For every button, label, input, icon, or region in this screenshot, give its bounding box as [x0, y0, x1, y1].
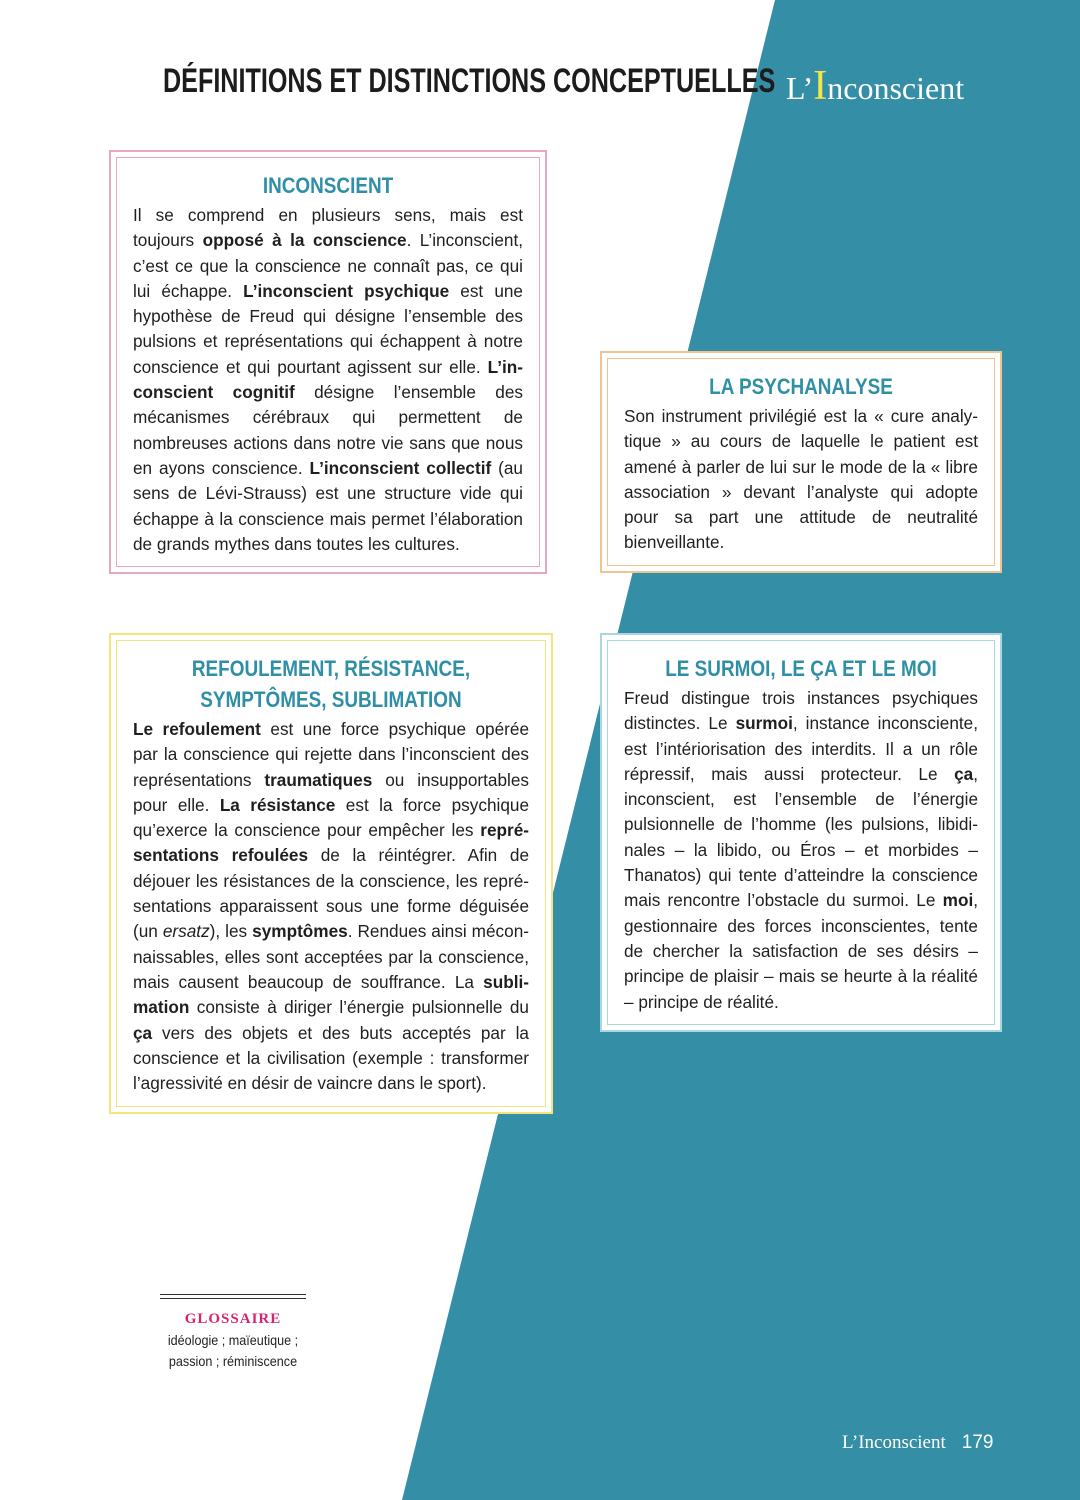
bold-term: L’inconscient psychique — [243, 280, 450, 301]
bold-term: L’inconscient collectif — [309, 457, 492, 478]
box-title-refoulement — [161, 653, 502, 715]
box-text-surmoi — [624, 686, 978, 1015]
text-run: est une force psychique opérée par la conscience qui rejette dans l’inconscient des représentations — [133, 719, 529, 790]
text-run: ou insupportables pour elle. — [133, 769, 530, 815]
box-psychanalyse — [600, 351, 1002, 573]
bold-term: représentations refoulées — [133, 820, 529, 866]
glossary-line-2: passion ; réminiscence — [168, 1353, 298, 1369]
bold-term: symptômes — [252, 921, 348, 942]
text-run: , gestionnaire des forces inconscientes, tente de chercher la satisfaction de ses désirs – principe de plaisir – mais se heurte à la réalité – principe de réalité. — [624, 890, 978, 1012]
text-run: de la réintégrer. Afin de déjouer les résistances de la conscience, les représentations apparaissent sous une forme déguisée (un — [133, 845, 530, 942]
chapter-title — [786, 62, 964, 110]
text-run: , instance inconsciente, est l’intériorisation des interdits. Il a un rôle répressif, mais aussi protecteur. Le — [624, 713, 979, 784]
bold-term: traumatiques — [264, 769, 373, 790]
text-run: désigne l’ensemble des mécanismes cérébraux qui permettent de nombreuses actions dans notre vie sans que nous en ayons conscience. — [133, 382, 524, 478]
text-run: . L’inconscient, c’est ce que la conscience ne connaît pas, ce qui lui échappe. — [133, 230, 523, 301]
box-title-surmoi: LE SURMOI, LE ÇA ET LE MOI — [665, 656, 937, 681]
bold-term: ça — [954, 763, 974, 784]
chapter-initial: I — [813, 63, 828, 109]
glossary-rule — [160, 1294, 306, 1299]
chapter-rest: nconscient — [827, 70, 965, 106]
text-run: ), les — [209, 921, 253, 942]
box-inconscient — [109, 150, 547, 574]
bold-term: opposé à la conscience — [202, 230, 407, 251]
footer-chapter: L’Inconscient — [842, 1432, 946, 1453]
box-text-psychanalyse — [624, 404, 978, 556]
bold-term: sublimation — [133, 971, 529, 1018]
glossary-terms — [167, 1330, 298, 1372]
glossary-title: GLOSSAIRE — [184, 1311, 282, 1327]
text-run: Il se comprend en plusieurs sens, mais est toujours — [133, 205, 523, 251]
box-title-refoulement-line2: SYMPTÔMES, SUBLIMATION — [200, 687, 462, 712]
page-number: 179 — [961, 1432, 994, 1453]
chapter-prefix: L’ — [786, 70, 814, 106]
box-surmoi — [600, 633, 1002, 1032]
bold-term: ça — [133, 1022, 153, 1043]
text-run: (au sens de Lévi-Strauss) est une structure vide qui échappe à la conscience mais permet l’élaboration de grands mythes dans toutes les cultures. — [133, 457, 523, 554]
box-text-inconscient — [133, 203, 523, 557]
page-footer — [842, 1432, 993, 1454]
box-title-psychanalyse: LA PSYCHANALYSE — [709, 374, 893, 399]
text-run: est la force psychique qu’exerce la conscience pour empêcher les — [133, 794, 530, 841]
box-title-refoulement-line1: REFOULEMENT, RÉSISTANCE, — [191, 656, 471, 681]
box-text-refoulement — [133, 717, 529, 1096]
glossary — [160, 1294, 306, 1372]
glossary-line-1: idéologie ; maïeutique ; — [167, 1332, 299, 1348]
box-refoulement — [109, 633, 553, 1114]
text-run: Son instrument privilégié est la « cure analytique » au cours de laquelle le patient est amené à parler de lui sur le mode de la « libre association » devant l’analyste qui adopte pour sa part une attitude de neutralité bienveillante. — [624, 406, 978, 553]
bold-term: Le refoulement — [133, 719, 261, 739]
section-title: DÉFINITIONS ET DISTINCTIONS CONCEPTUELLES — [163, 62, 776, 100]
box-title-inconscient: INCONSCIENT — [262, 173, 394, 198]
italic-term: ersatz — [162, 921, 210, 942]
text-run: , inconscient, est l’ensemble de l’énergie pulsionnelle de l’homme (les pulsions, libidinales – la libido, ou Éros – et morbides – Thanatos) qui tente d’atteindre la conscience mais rencontre l’obstacle du surmoi. Le — [624, 763, 978, 911]
text-run: vers des objets et des buts acceptés par la conscience et la civilisation (exemple : transformer l’agressivité en désir de vaincre dans le sport). — [133, 1022, 529, 1094]
bold-term: moi — [942, 890, 974, 911]
text-run: est une hypothèse de Freud qui désigne l’ensemble des pulsions et représentations qui échappent à notre conscience et qui pourtant agissent sur elle. — [133, 280, 523, 377]
text-run: consiste à diriger l’énergie pulsionnelle du — [189, 997, 529, 1018]
text-run: Freud distingue trois instances psychiques distinctes. Le — [624, 688, 978, 734]
bold-term: surmoi — [735, 713, 793, 734]
text-run: . Rendues ainsi méconnaissables, elles sont acceptées par la conscience, mais causent beaucoup de souffrance. La — [133, 921, 529, 992]
bold-term: L’inconscient cognitif — [133, 356, 523, 403]
bold-term: La résistance — [219, 794, 336, 815]
